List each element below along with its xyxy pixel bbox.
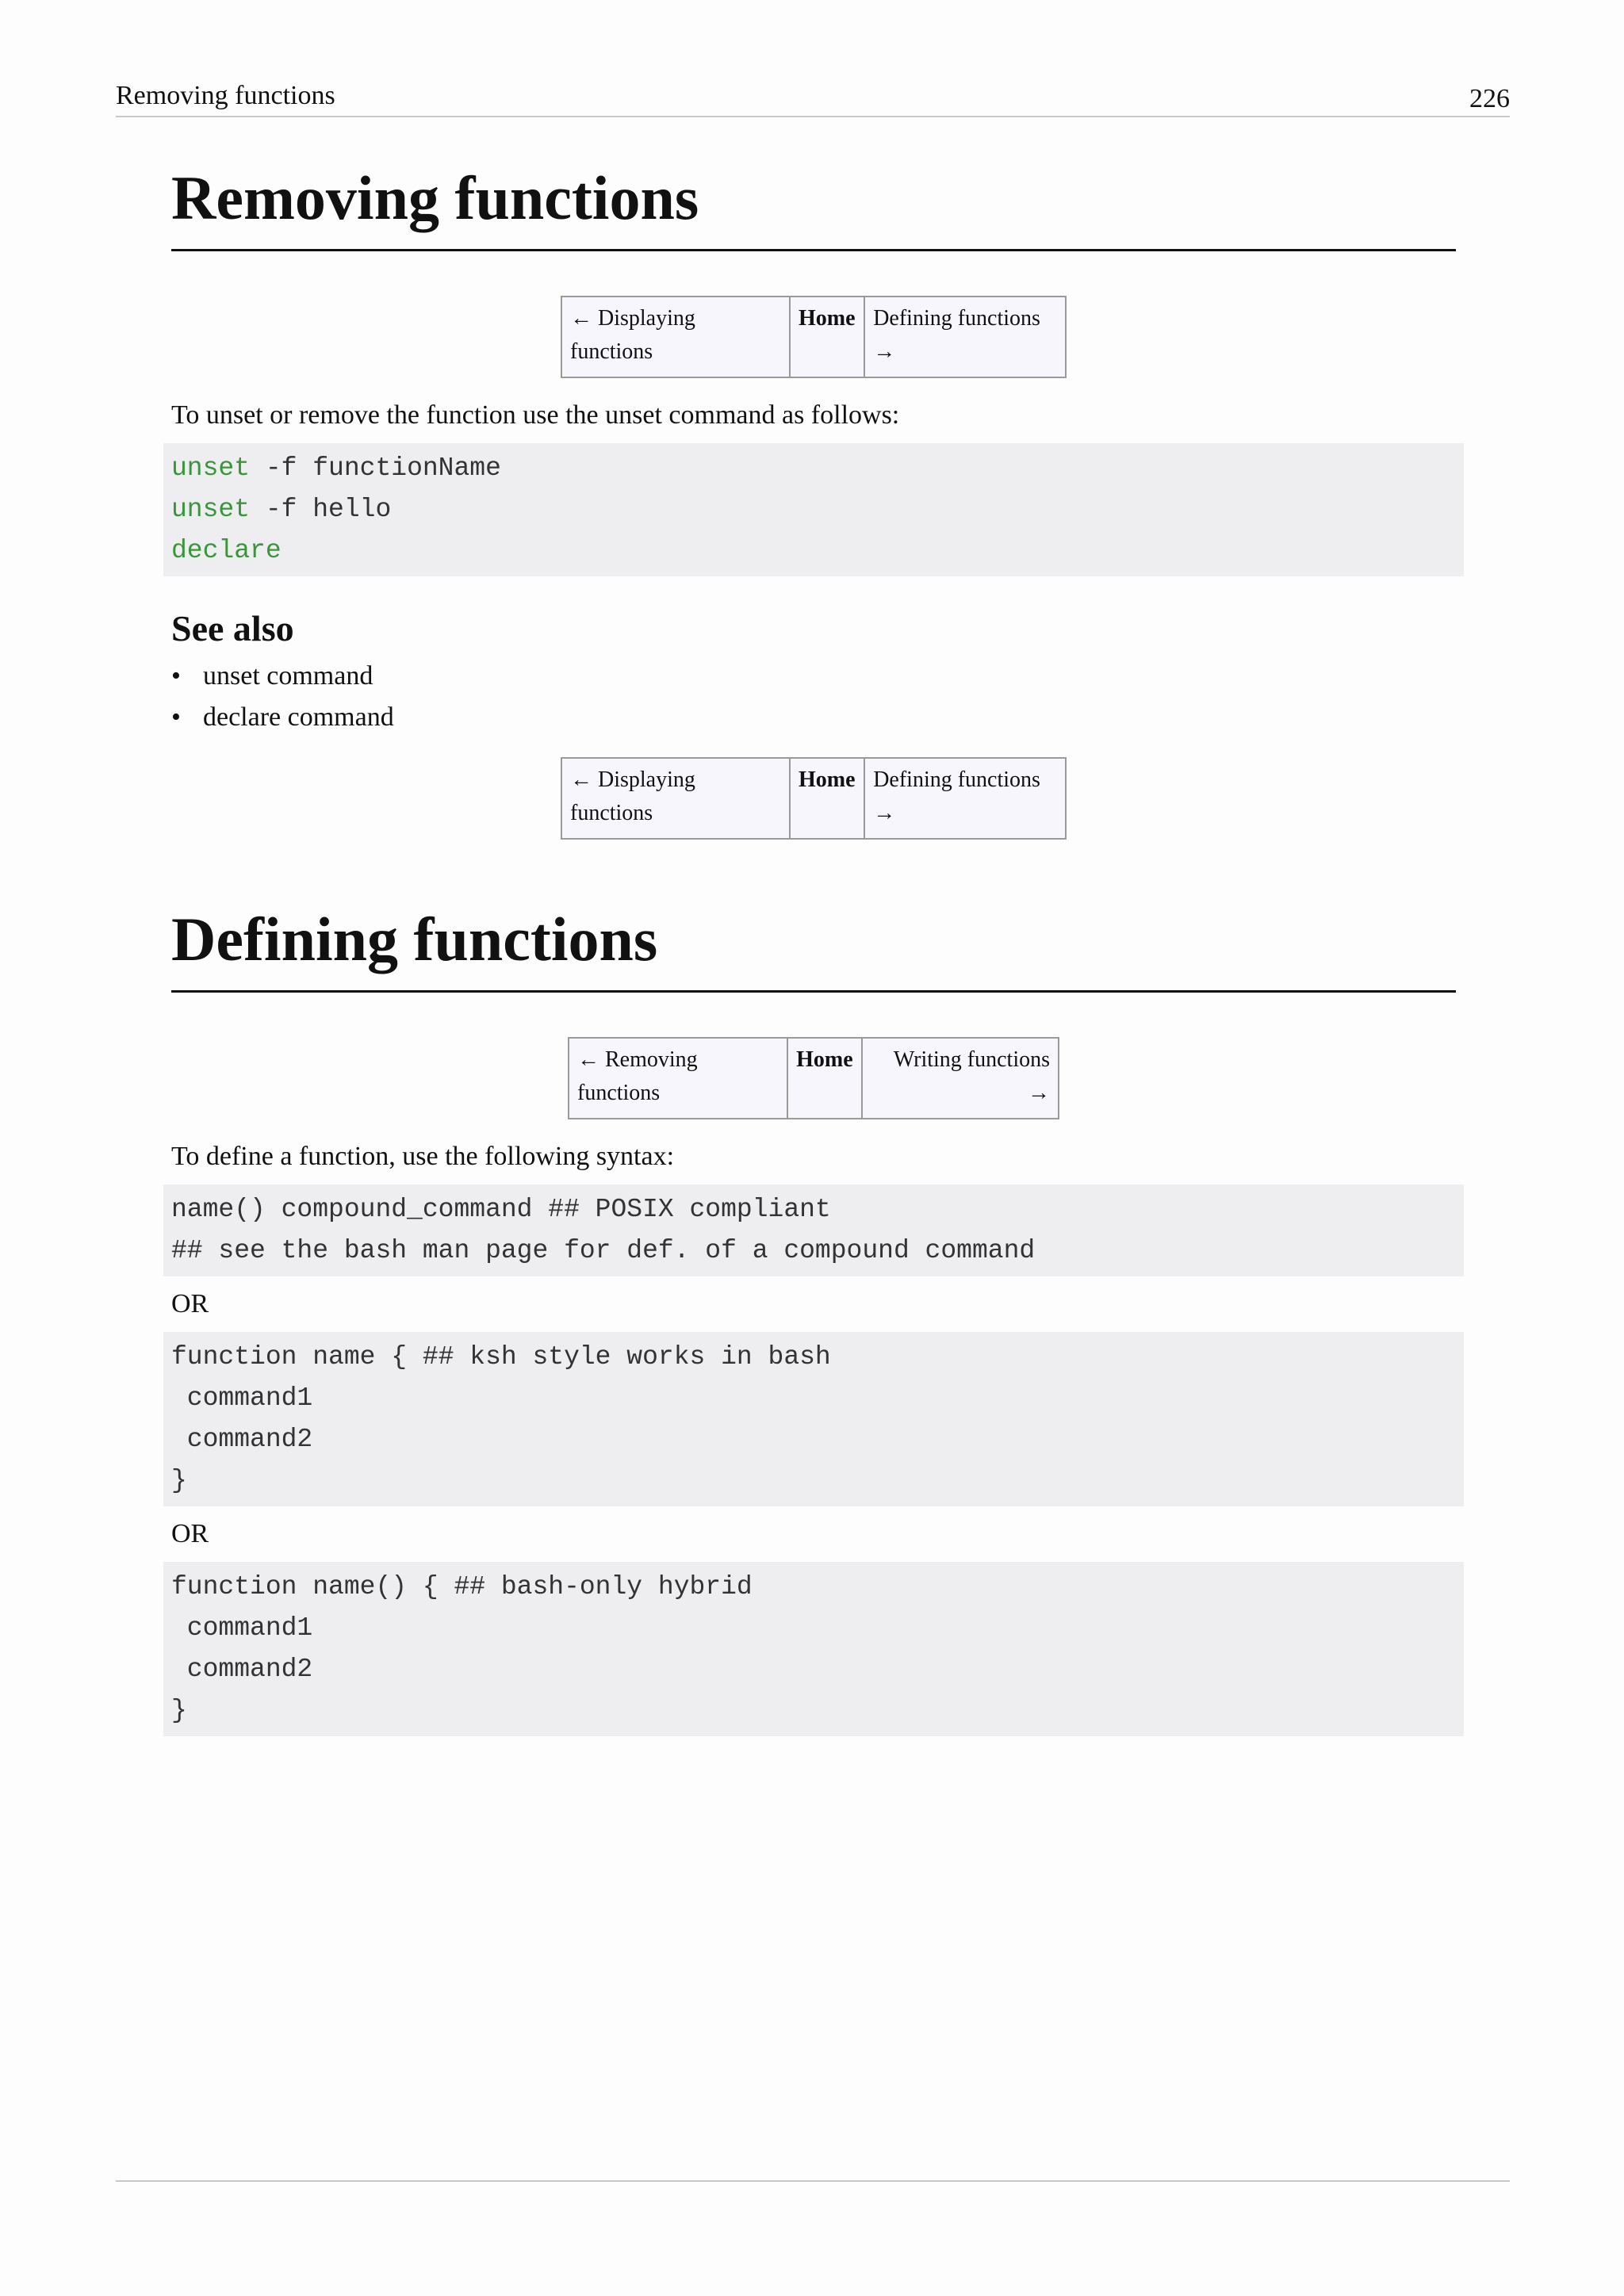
code-block-bash-hybrid: function name() { ## bash-only hybrid command1 command2 } — [163, 1562, 1464, 1736]
code-line — [171, 489, 1456, 530]
navbox-bottom — [561, 757, 1067, 840]
code-block-ksh: function name { ## ksh style works in bash command1 command2 } — [163, 1332, 1464, 1506]
see-also-heading: See also — [171, 608, 294, 649]
nav-home-link[interactable]: Home — [787, 1038, 862, 1119]
navbox-defining — [568, 1037, 1059, 1119]
see-also-link-unset[interactable]: • unset command — [203, 656, 1456, 697]
nav-home-link[interactable]: Home — [790, 297, 864, 377]
nav-next-link[interactable]: Writing functions → — [862, 1038, 1059, 1119]
nav-next-link[interactable]: Defining functions → — [864, 297, 1066, 377]
code-block-posix: name() compound_command ## POSIX compliant ## see the bash man page for def. of a compound command — [163, 1184, 1464, 1276]
see-also-link-declare[interactable]: • declare command — [203, 697, 1456, 738]
code-block-unset — [163, 443, 1464, 576]
navbox-top — [561, 296, 1067, 378]
nav-prev-link[interactable]: ← Displaying functions — [561, 758, 790, 839]
code-keyword: unset — [171, 495, 251, 524]
code-line — [171, 448, 1456, 489]
page-content — [171, 159, 1456, 1736]
section-title-removing-functions: Removing functions — [171, 159, 1456, 251]
running-header-title: Removing functions — [116, 81, 335, 110]
code-keyword: unset — [171, 453, 251, 483]
nav-next-link[interactable]: Defining functions → — [864, 758, 1066, 839]
code-keyword: declare — [171, 536, 282, 565]
or-separator: OR — [171, 1519, 209, 1548]
removing-intro-text: To unset or remove the function use the unset command as follows: — [171, 400, 900, 430]
code-args: -f functionName — [250, 453, 501, 483]
code-line — [171, 530, 1456, 572]
see-also-list — [171, 656, 1456, 738]
page-number: 226 — [1469, 84, 1510, 113]
or-separator: OR — [171, 1289, 209, 1318]
running-header — [116, 76, 1510, 117]
nav-prev-link[interactable]: ← Removing functions — [569, 1038, 787, 1119]
nav-prev-link[interactable]: ← Displaying functions — [561, 297, 790, 377]
defining-intro-text: To define a function, use the following syntax: — [171, 1142, 675, 1171]
code-args: -f hello — [250, 495, 392, 524]
nav-home-link[interactable]: Home — [790, 758, 864, 839]
section-title-defining-functions: Defining functions — [171, 900, 1456, 993]
footer-rule — [116, 2180, 1510, 2182]
